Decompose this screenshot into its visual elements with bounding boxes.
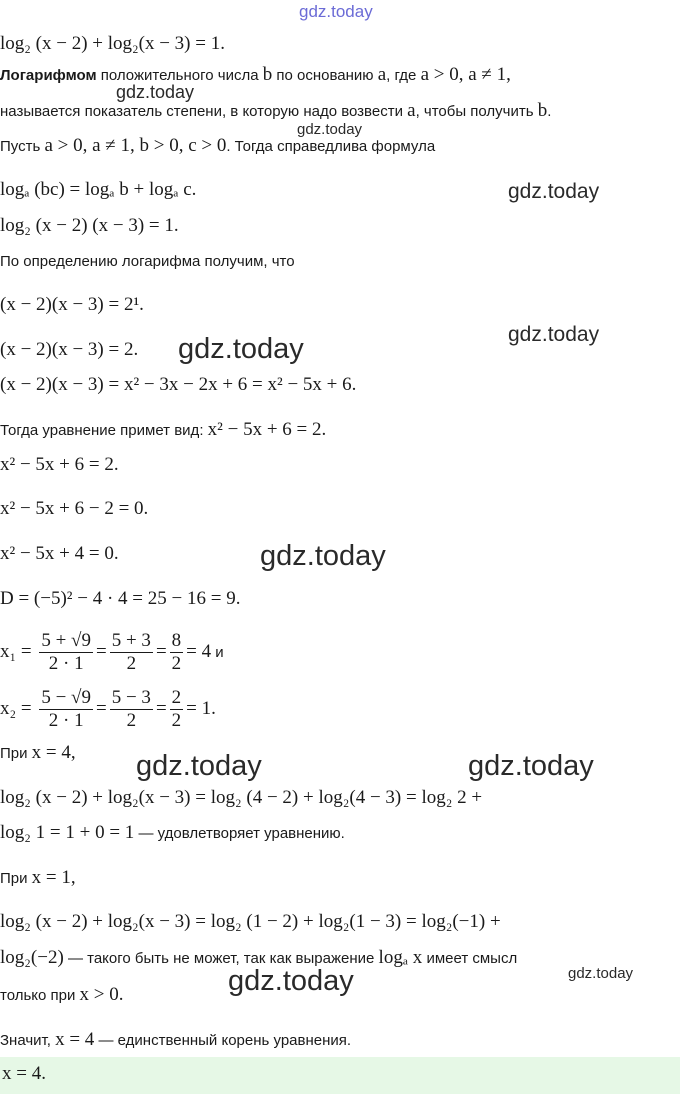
check-x1-heading: При x = 1, [0, 867, 76, 888]
equation-step: (x − 2)(x − 3) = 2¹. [0, 294, 144, 315]
equation-step: x² − 5x + 6 − 2 = 0. [0, 498, 149, 519]
fraction: $\frac{5 - 3}{2}$ [111, 687, 151, 731]
by-definition-text: По определению логарифма получим, что [0, 253, 295, 270]
root-x1: x₁ = $\frac{5 + √9}{2 \cdot 1}$ = $\frac{5 + 3}{2}$ = $\frac{8}{2}$ = 4 и [0, 630, 224, 674]
equation-original: log₂ (x − 2) + log₂(x − 3) = 1. [0, 33, 225, 54]
root-x2: x₂ = $\frac{5 - √9}{2 \cdot 1}$ = $\frac{5 - 3}{2}$ = $\frac{2}{2}$ = 1. [0, 687, 216, 731]
watermark: gdz.today [136, 750, 262, 782]
property-statement: Пусть a > 0, a ≠ 1, b > 0, c > 0. Тогда справедлива формула [0, 135, 436, 156]
check-x4-line-1: log₂ (x − 2) + log₂(x − 3) = log₂ (4 − 2) + log₂(4 − 3) = log₂ 2 + [0, 787, 483, 808]
watermark-top: gdz.today [299, 2, 373, 21]
answer: x = 4. [2, 1063, 46, 1084]
watermark: gdz.today [228, 965, 354, 997]
equation-step: (x − 2)(x − 3) = 2. [0, 339, 139, 360]
watermark: gdz.today [178, 333, 304, 365]
watermark: gdz.today [468, 750, 594, 782]
quadratic-form-text: Тогда уравнение примет вид: x² − 5x + 6 = 2. [0, 419, 327, 440]
equation-combined: log₂ (x − 2) (x − 3) = 1. [0, 215, 179, 236]
equation-quadratic: x² − 5x + 4 = 0. [0, 543, 119, 564]
fraction: $\frac{5 + √9}{2 \cdot 1}$ [41, 630, 91, 674]
equation-expansion: (x − 2)(x − 3) = x² − 3x − 2x + 6 = x² − 5x + 6. [0, 374, 357, 395]
watermark: gdz.today [508, 323, 600, 346]
check-x4-line-2: log₂ 1 = 1 + 0 = 1 — удовлетворяет уравнению. [0, 822, 345, 843]
fraction: $\frac{2}{2}$ [171, 687, 182, 731]
discriminant: D = (−5)² − 4 · 4 = 25 − 16 = 9. [0, 588, 241, 609]
definition-line-1: Логарифмом положительного числа b по основанию a, где a > 0, a ≠ 1, [0, 64, 511, 85]
check-x1-line-3: только при x > 0. [0, 984, 124, 1005]
fraction: $\frac{5 - √9}{2 \cdot 1}$ [41, 687, 91, 731]
check-x1-line-1: log₂ (x − 2) + log₂(x − 3) = log₂ (1 − 2) + log₂(1 − 3) = log₂(−1) + [0, 911, 501, 932]
watermark: gdz.today [260, 540, 386, 572]
watermark: gdz.today [116, 82, 195, 102]
answer-box [0, 1057, 680, 1094]
equation-step: x² − 5x + 6 = 2. [0, 454, 119, 475]
watermark: gdz.today [568, 965, 634, 982]
definition-line-2: называется показатель степени, в которую надо возвести a, чтобы получить b. [0, 100, 552, 121]
conclusion: Значит, x = 4 — единственный корень уравнения. [0, 1029, 352, 1050]
definition-term: Логарифмом [0, 67, 97, 84]
watermark: gdz.today [508, 180, 600, 203]
fraction: $\frac{8}{2}$ [171, 630, 182, 674]
check-x1-line-2: log₂(−2) — такого быть не может, так как выражение logₐ x имеет смысл [0, 947, 518, 968]
check-x4-heading: При x = 4, [0, 742, 76, 763]
fraction: $\frac{5 + 3}{2}$ [111, 630, 151, 674]
watermark: gdz.today [297, 121, 363, 138]
log-product-formula: logₐ (bc) = logₐ b + logₐ c. [0, 179, 197, 200]
